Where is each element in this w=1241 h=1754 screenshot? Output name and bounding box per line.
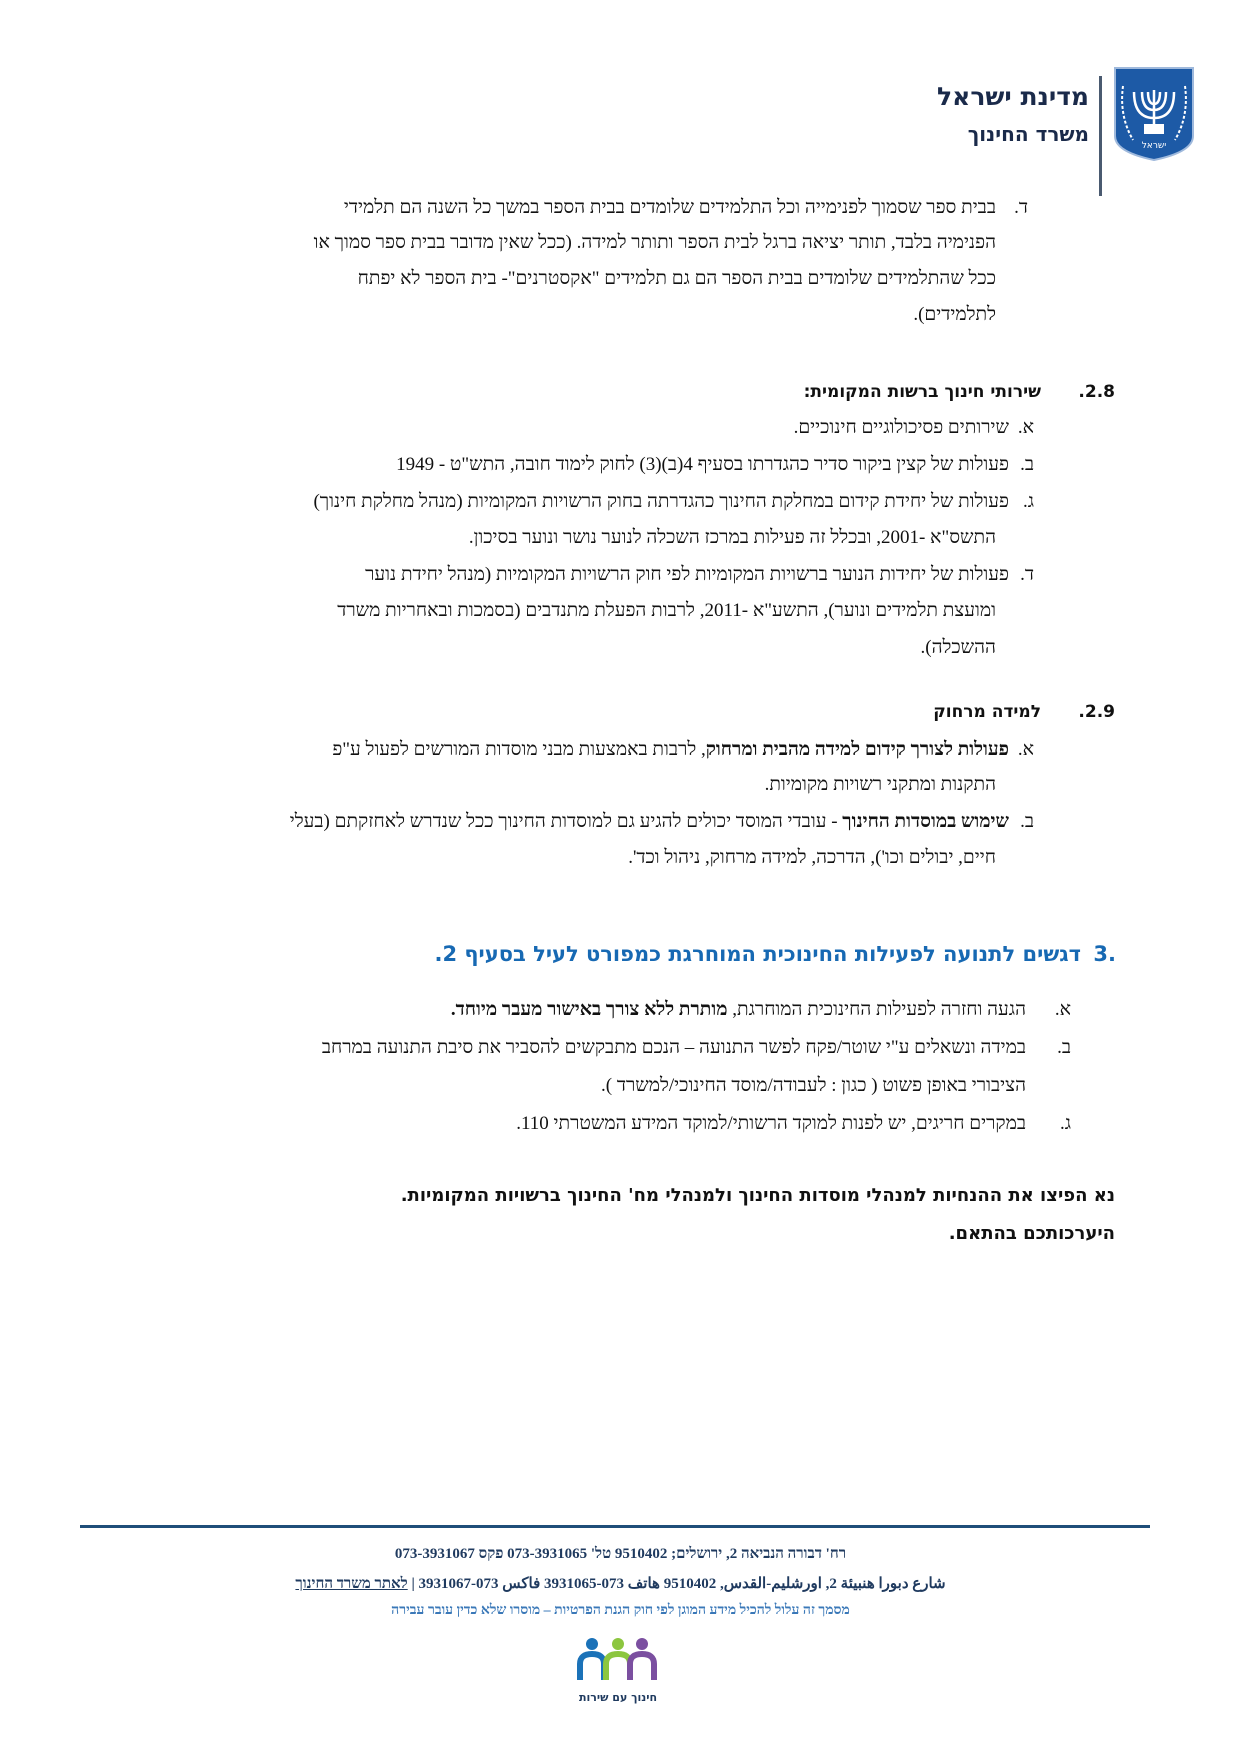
list-item-cont: ההשכלה). bbox=[920, 637, 996, 658]
section-title: דגשים לתנועה לפעילות החינוכית המוחרגת כמפורט לעיל בסעיף 2. bbox=[434, 942, 1081, 966]
item-marker: א. bbox=[1017, 739, 1034, 760]
svg-text:ישראל: ישראל bbox=[1141, 141, 1167, 151]
list-item-cont: הציבורי באופן פשוט ( כגון : לעבודה/מוסד החינוכי/למשרד ). bbox=[601, 1075, 1026, 1096]
item-marker: א. bbox=[1054, 999, 1071, 1020]
item-text: - עובדי המוסד יכולים להגיע גם למוסדות החינוך ככל שנדרש לאחזקתם (בעלי bbox=[289, 811, 843, 832]
section-title: למידה מרחוק bbox=[933, 702, 1041, 722]
list-item-cont: התשס"א -2001, ובכלל זה פעילות במרכז השכלה לנוער נושר ונוער בסיכון. bbox=[468, 527, 996, 548]
paragraph-line: ככל שהתלמידים שלומדים בבית הספר הם גם תלמידים "אקסטרנים"- בית הספר לא יפתח bbox=[357, 268, 996, 289]
bold-phrase: שימוש במוסדות החינוך bbox=[842, 811, 1009, 832]
section-number: .2.9 bbox=[1078, 702, 1115, 722]
logo-caption: חינוך עם שירות bbox=[578, 1691, 658, 1704]
list-item bbox=[332, 738, 1009, 762]
paragraph-line: בבית ספר שסמוך לפנימייה וכל התלמידים שלומדים בבית הספר במשך כל השנה הם תלמידי bbox=[343, 197, 996, 218]
list-item-cont: התקנות ומתקני רשויות מקומיות. bbox=[764, 774, 996, 795]
closing-line: נא הפיצו את ההנחיות למנהלי מוסדות החינוך ולמנהלי מח' החינוך ברשויות המקומיות. bbox=[400, 1185, 1115, 1206]
footer-logo bbox=[572, 1636, 664, 1706]
bold-phrase: מותרת ללא צורך באישור מעבר מיוחד. bbox=[450, 999, 728, 1020]
list-item bbox=[290, 810, 1009, 834]
footer-arabic-text: شارع دبورا هنبيئة 2, اورشليم-القدس, 9510402 هاتف 073-3931065 فاكس 073-3931067 | bbox=[407, 1576, 946, 1592]
item-marker: ג. bbox=[1059, 1113, 1071, 1134]
item-text: , לרבות באמצעות מבני מוסדות המורשים לפעול ע"פ bbox=[332, 739, 706, 760]
item-marker: ד. bbox=[1020, 564, 1034, 585]
header-divider bbox=[1099, 76, 1102, 196]
ministry-website-link[interactable]: לאתר משרד החינוך bbox=[295, 1576, 408, 1592]
section-number: .2.8 bbox=[1078, 382, 1115, 402]
item-marker: ג. bbox=[1022, 491, 1034, 512]
item-marker: ד. bbox=[1014, 197, 1028, 218]
footer-rule bbox=[80, 1525, 1150, 1528]
list-item: פעולות של יחידת קידום במחלקת החינוך כהגדרתה בחוק הרשויות המקומיות (מנהל מחלקת חינוך) bbox=[313, 491, 1009, 512]
list-item: שירותים פסיכולוגיים חינוכיים. bbox=[793, 417, 1009, 438]
list-item: פעולות של יחידות הנוער ברשויות המקומיות לפי חוק הרשויות המקומיות (מנהל יחידת נוער bbox=[365, 564, 1009, 585]
header-state-name: מדינת ישראל bbox=[937, 82, 1089, 111]
people-logo-icon bbox=[572, 1636, 664, 1686]
footer-privacy-notice: מסמך זה עלול להכיל מידע המוגן לפי חוק הגנת הפרטיות – מוסרו שלא כדין עובר עבירה bbox=[391, 1603, 850, 1618]
section-number: 3. bbox=[1093, 942, 1116, 966]
bold-phrase: פעולות לצורך קידום למידה מהבית ומרחוק bbox=[705, 739, 1009, 760]
list-item: פעולות של קצין ביקור סדיר כהגדרתו בסעיף 4(ב)(3) לחוק לימוד חובה, התש"ט - 1949 bbox=[396, 454, 1009, 475]
list-item bbox=[451, 998, 1026, 1022]
list-item: במקרים חריגים, יש לפנות למוקד הרשותי/למוקד המידע המשטרתי 110. bbox=[516, 1113, 1026, 1134]
item-marker: א. bbox=[1017, 417, 1034, 438]
footer-address-hebrew: רח' דבורה הנביאה 2, ירושלים; 9510402 טל' 073-3931065 פקס 073-3931067 bbox=[394, 1546, 847, 1562]
paragraph-line: הפנימיה בלבד, תותר יציאה ברגל לבית הספר ותותר למידה. (ככל שאין מדובר בבית ספר סמוך או bbox=[313, 232, 996, 253]
item-marker: ב. bbox=[1057, 1037, 1071, 1058]
list-item-cont: ומועצת תלמידים ונוער), התשע"א -2011, לרבות הפעלת מתנדבים (בסמכות ובאחריות משרד bbox=[337, 600, 996, 621]
list-item-cont: חיים, יבולים וכו'), הדרכה, למידה מרחוק, ניהול וכד'. bbox=[628, 847, 996, 868]
footer-address-arabic bbox=[0, 1574, 1241, 1593]
item-marker: ב. bbox=[1020, 811, 1034, 832]
paragraph-line: לתלמידים). bbox=[913, 304, 996, 325]
header-ministry-name: משרד החינוך bbox=[967, 122, 1089, 146]
state-emblem bbox=[1113, 66, 1195, 162]
closing-line: היערכותכם בהתאם. bbox=[948, 1223, 1115, 1244]
list-item: במידה ונשאלים ע"י שוטר/פקח לפשר התנועה – הנכם מתבקשים להסביר את סיבת התנועה במרחב bbox=[321, 1037, 1026, 1058]
item-text: הגעה וחזרה לפעילות החינוכית המוחרגת, bbox=[727, 999, 1026, 1020]
section-title: שירותי חינוך ברשות המקומית: bbox=[803, 382, 1041, 402]
item-marker: ב. bbox=[1020, 454, 1034, 475]
menorah-emblem-icon bbox=[1113, 66, 1195, 162]
